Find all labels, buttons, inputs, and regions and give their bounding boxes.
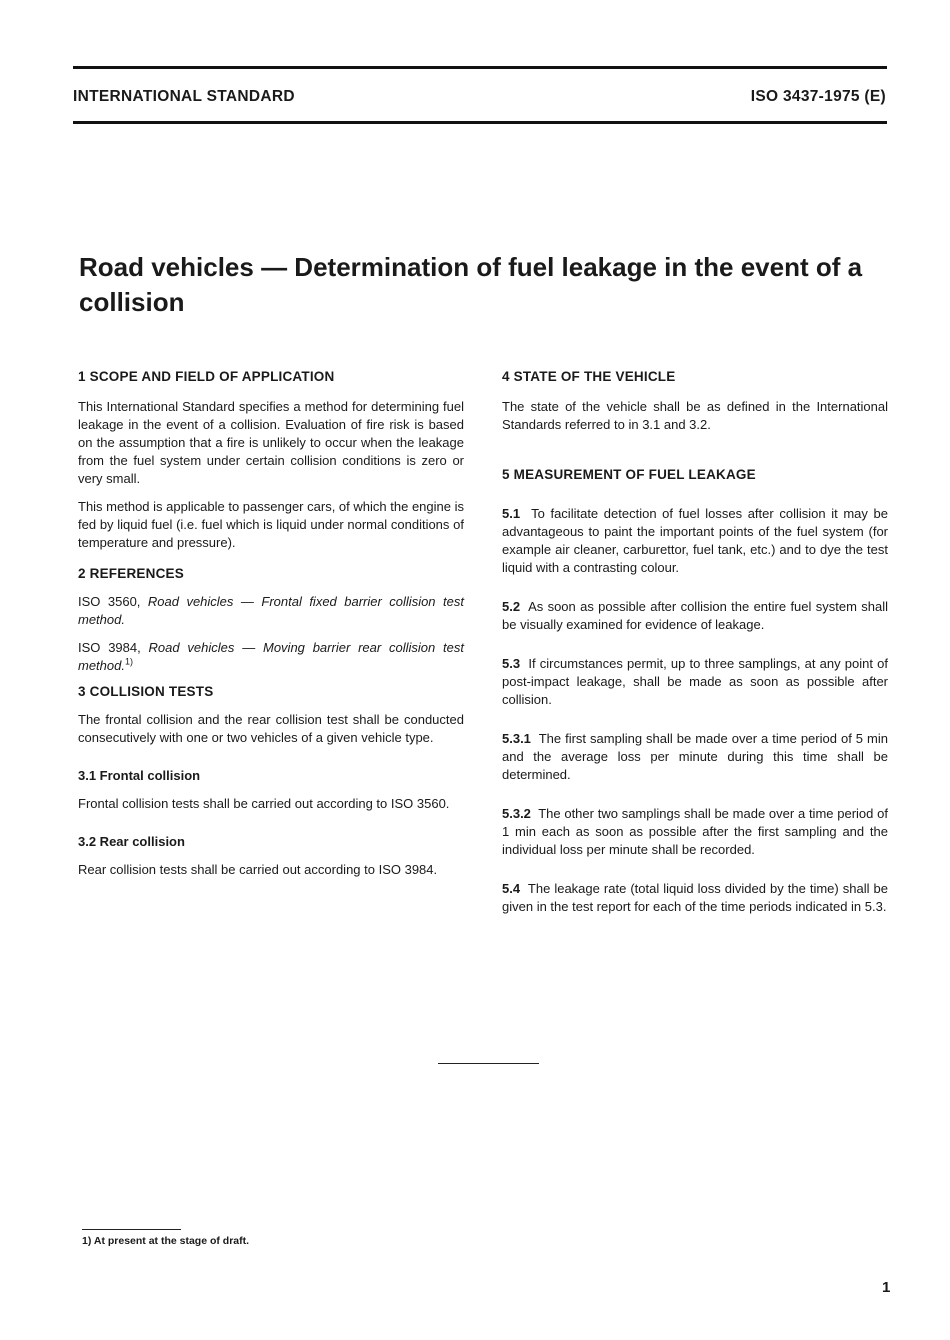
section-3-2-heading: 3.2 Rear collision (78, 834, 185, 849)
clause-text: The first sampling shall be made over a time period of 5 min and the average loss per minute during this time shall be determined. (502, 731, 888, 782)
footnote-rule (82, 1229, 181, 1230)
clause-text: As soon as possible after collision the entire fuel system shall be visually examined for evidence of leakage. (502, 599, 888, 632)
end-of-text-rule (438, 1063, 539, 1064)
header-document-number: ISO 3437-1975 (E) (750, 88, 886, 105)
clause-text: If circumstances permit, up to three samplings, at any point of post-impact leakage, shall be made as soon as possible after collision. (502, 656, 888, 707)
header-top-rule (73, 66, 887, 69)
reference-title: Road vehicles — Frontal fixed barrier collision test method. (78, 594, 464, 627)
section-4-heading: 4 STATE OF THE VEHICLE (502, 369, 676, 384)
clause-5-2 (502, 598, 888, 634)
left-column (78, 368, 464, 879)
clause-text: The other two samplings shall be made over a time period of 1 min each as soon as possible after the first sampling and the individual loss per minute shall be recorded. (502, 806, 888, 857)
clause-5-4 (502, 880, 888, 916)
clause-5-3-1 (502, 730, 888, 784)
clause-5-1 (502, 505, 888, 577)
clause-5-3-2 (502, 805, 888, 859)
document-title: Road vehicles — Determination of fuel leakage in the event of a collision (79, 252, 863, 317)
clause-number: 5.1 (502, 506, 521, 521)
section-1-paragraph-2: This method is applicable to passenger cars, of which the engine is fed by liquid fuel (i.e. fuel which is liquid under normal conditions of temperature and pressure). (78, 499, 464, 550)
clause-5-3 (502, 655, 888, 709)
reference-iso-3984 (78, 639, 464, 675)
section-3-2-paragraph: Rear collision tests shall be carried out according to ISO 3984. (78, 862, 438, 877)
footnote-marker: 1) (124, 656, 133, 667)
right-column (502, 368, 888, 916)
section-1-heading: 1 SCOPE AND FIELD OF APPLICATION (78, 369, 335, 384)
reference-title: Road vehicles — Moving barrier rear collision test method. (78, 640, 464, 673)
clause-text: To facilitate detection of fuel losses after collision it may be advantageous to paint the important points of the fuel system (for example air cleaner, carburettor, fuel tank, etc.) and to dye the test liquid with a contrasting colour. (502, 506, 888, 575)
section-3-1-heading: 3.1 Frontal collision (78, 768, 201, 783)
section-2-heading: 2 REFERENCES (78, 566, 184, 581)
header-standard-label: INTERNATIONAL STANDARD (73, 88, 295, 105)
header-bottom-rule (73, 121, 887, 124)
clause-text: The leakage rate (total liquid loss divided by the time) shall be given in the test report for each of the time periods indicated in 5.3. (502, 881, 888, 914)
section-1-paragraph-1: This International Standard specifies a method for determining fuel leakage in the event of a collision. Evaluation of fire risk is based on the assumption that a fire is unlikely to occur when the leakage from the fuel system under certain collision conditions is zero or very small. (78, 399, 464, 486)
page-number: 1 (882, 1279, 891, 1296)
clause-number: 5.3 (502, 656, 521, 671)
clause-number: 5.3.1 (502, 731, 531, 746)
section-5-heading: 5 MEASUREMENT OF FUEL LEAKAGE (502, 467, 756, 482)
clause-number: 5.2 (502, 599, 521, 614)
clause-number: 5.3.2 (502, 806, 531, 821)
section-3-heading: 3 COLLISION TESTS (78, 684, 214, 699)
reference-code: ISO 3984, (78, 640, 141, 655)
section-3-paragraph: The frontal collision and the rear collision test shall be conducted consecutively with one or two vehicles of a given vehicle type. (78, 712, 464, 745)
footnote: 1) At present at the stage of draft. (82, 1235, 250, 1247)
section-3-1-paragraph: Frontal collision tests shall be carried out according to ISO 3560. (78, 796, 450, 811)
section-4-paragraph: The state of the vehicle shall be as defined in the International Standards referred to in 3.1 and 3.2. (502, 399, 888, 432)
clause-number: 5.4 (502, 881, 521, 896)
reference-code: ISO 3560, (78, 594, 141, 609)
reference-iso-3560 (78, 593, 464, 629)
